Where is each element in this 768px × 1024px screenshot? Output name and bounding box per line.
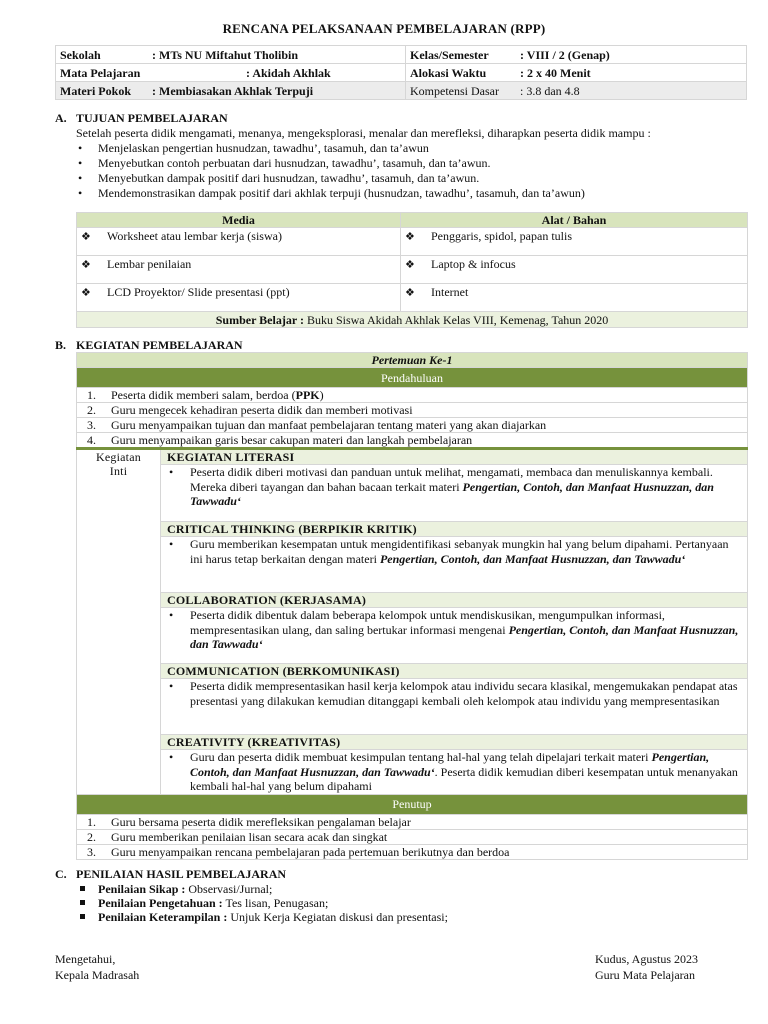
- list-item: Penilaian Pengetahuan : Tes lisan, Penugasan;: [76, 896, 448, 910]
- media-item: Lembar penilaian: [107, 257, 192, 271]
- literasi-title: KEGIATAN LITERASI: [161, 449, 748, 465]
- tujuan-intro: Setelah peserta didik mengamati, menanya, mengeksplorasi, menalar dan merefleksi, diharapkan peserta didik mampu :: [76, 126, 651, 140]
- kd-label: Kompetensi Dasar: [410, 83, 499, 98]
- bullet-icon: •: [169, 608, 174, 622]
- creativity-title: CREATIVITY (KREATIVITAS): [161, 735, 748, 750]
- alokasi-value: : 2 x 40 Menit: [520, 65, 591, 80]
- bullet-icon: •: [78, 141, 83, 155]
- identity-row-2: [56, 64, 747, 82]
- collaboration-title: COLLABORATION (KERJASAMA): [161, 593, 748, 608]
- pendahuluan-header: Pendahuluan: [77, 368, 748, 388]
- penutup-header: Penutup: [77, 794, 748, 814]
- critical-thinking-text: • Guru memberikan kesempatan untuk mengidentifikasi sebanyak mungkin hal yang belum dipahami. Pertanyaan ini harus tetap berkaitan dengan materi Pengertian, Contoh, dan Manfaat Husnuzzan, dan Tawwadu‘: [169, 537, 729, 566]
- tujuan-list: [76, 141, 585, 201]
- table-row: 3. Guru menyampaikan rencana pembelajaran pada pertemuan berikutnya dan berdoa: [77, 844, 748, 859]
- table-row: 3. Guru menyampaikan tujuan dan manfaat pembelajaran tentang materi yang akan diajarkan: [77, 418, 748, 433]
- materi-label: Materi Pokok: [60, 83, 131, 98]
- alat-header: Alat / Bahan: [401, 213, 748, 228]
- section-c-letter: C.: [55, 867, 67, 881]
- penilaian-list: [76, 882, 448, 924]
- section-a-title: TUJUAN PEMBELAJARAN: [76, 111, 228, 125]
- alat-item: Penggaris, spidol, papan tulis: [431, 229, 572, 243]
- sekolah-value: : MTs NU Miftahut Tholibin: [152, 47, 299, 62]
- signature-right: Kudus, Agustus 2023 Guru Mata Pelajaran: [595, 952, 699, 982]
- table-row: 2. Guru mengecek kehadiran peserta didik dan memberi motivasi: [77, 403, 748, 418]
- kelas-value: : VIII / 2 (Genap): [520, 47, 610, 62]
- kelas-label: Kelas/Semester: [410, 47, 489, 62]
- literasi-text: • Peserta didik diberi motivasi dan panduan untuk melihat, mengamati, membaca dan menuliskannya kembali. Mereka diberi tayangan dan bahan bacaan terkait materi Pengertian, Contoh, dan Manfaat Husnuzzan, dan Tawwadu‘: [169, 465, 714, 508]
- collaboration-text: • Peserta didik dibentuk dalam beberapa kelompok untuk mendiskusikan, mengumpulkan informasi, mempresentasikan ulang, dan saling bertukar informasi mengenai Pengertian, Contoh, dan Manfaat Husnuzzan, dan Tawwadu‘: [169, 608, 739, 651]
- list-item: Penilaian Sikap : Observasi/Jurnal;: [76, 882, 448, 896]
- bullet-icon: •: [169, 750, 174, 764]
- list-item: • Mendemonstrasikan dampak positif dari akhlak terpuji (husnudzan, tawadhu’, tasamuh, dan ta’awun): [78, 186, 585, 200]
- list-item: • Menyebutkan contoh perbuatan dari husnudzan, tawadhu’, tasamuh, dan ta’awun.: [78, 156, 491, 170]
- identity-row-1: [56, 46, 747, 64]
- bullet-icon: •: [169, 679, 174, 693]
- diamond-bullet-icon: ❖: [405, 259, 415, 271]
- table-row: 2. Guru memberikan penilaian lisan secara acak dan singkat: [77, 829, 748, 844]
- section-b-title: KEGIATAN PEMBELAJARAN: [76, 338, 243, 352]
- media-item: LCD Proyektor/ Slide presentasi (ppt): [107, 285, 290, 299]
- critical-thinking-title: CRITICAL THINKING (BERPIKIR KRITIK): [161, 522, 748, 537]
- kegiatan-inti-label: Kegiatan Inti: [77, 449, 161, 795]
- bullet-icon: •: [78, 171, 83, 185]
- communication-title: COMMUNICATION (BERKOMUNIKASI): [161, 664, 748, 679]
- section-a-heading: [55, 111, 228, 125]
- diamond-bullet-icon: ❖: [81, 231, 91, 243]
- document-title: RENCANA PELAKSANAAN PEMBELAJARAN (RPP): [222, 21, 546, 36]
- section-c-heading: [55, 867, 286, 881]
- kd-value: : 3.8 dan 4.8: [520, 83, 580, 98]
- media-header: Media: [77, 213, 401, 228]
- identity-table: [55, 45, 747, 100]
- table-row: 1. Guru bersama peserta didik merefleksikan pengalaman belajar: [77, 814, 748, 829]
- creativity-text: • Guru dan peserta didik membuat kesimpulan tentang hal-hal yang telah dipelajari terkait materi Pengertian, Contoh, dan Manfaat Husnuzzan, dan Tawwadu‘. Peserta didik kemudian diberi kesempatan untuk menanyakan kembali hal-hal yang belum dipahami: [169, 750, 738, 793]
- list-item: Penilaian Keterampilan : Unjuk Kerja Kegiatan diskusi dan presentasi;: [76, 910, 448, 924]
- section-a-letter: A.: [55, 111, 67, 125]
- square-bullet-icon: [80, 900, 85, 905]
- table-row: [77, 284, 748, 312]
- identity-row-3: [56, 82, 747, 100]
- sekolah-label: Sekolah: [60, 47, 101, 62]
- section-b-heading: [55, 338, 243, 352]
- source-value: Buku Siswa Akidah Akhlak Kelas VIII, Kemenag, Tahun 2020: [303, 312, 609, 327]
- bullet-icon: •: [169, 465, 174, 479]
- table-row: 1. Peserta didik memberi salam, berdoa (PPK): [77, 388, 748, 403]
- square-bullet-icon: [80, 914, 85, 919]
- diamond-bullet-icon: ❖: [405, 287, 415, 299]
- table-row: 4. Guru menyampaikan garis besar cakupan materi dan langkah pembelajaran: [77, 433, 748, 449]
- bullet-icon: •: [78, 186, 83, 200]
- square-bullet-icon: [80, 886, 85, 891]
- communication-text: • Peserta didik mempresentasikan hasil kerja kelompok atau individu secara klasikal, mengemukakan pendapat atas presentasi yang dilakukan kemudian ditanggapi kembali oleh kelompok atau individu yang mempresentasikan: [169, 679, 738, 708]
- table-row: [77, 256, 748, 284]
- alat-item: Internet: [431, 285, 469, 299]
- meeting-title: Pertemuan Ke-1: [77, 353, 748, 368]
- table-row: [77, 228, 748, 256]
- diamond-bullet-icon: ❖: [81, 259, 91, 271]
- section-c-title: PENILAIAN HASIL PEMBELAJARAN: [76, 867, 287, 881]
- alat-item: Laptop & infocus: [431, 257, 516, 271]
- media-item: Worksheet atau lembar kerja (siswa): [107, 229, 282, 243]
- section-b-letter: B.: [55, 338, 67, 352]
- bullet-icon: •: [169, 537, 174, 551]
- list-item: • Menyebutkan dampak positif dari husnudzan, tawadhu’, tasamuh, dan ta’awun.: [78, 171, 480, 185]
- kegiatan-table: [76, 352, 748, 860]
- mapel-value: : Akidah Akhlak: [246, 65, 331, 80]
- signature-left: Mengetahui, Kepala Madrasah: [55, 952, 140, 982]
- diamond-bullet-icon: ❖: [405, 231, 415, 243]
- materi-value: : Membiasakan Akhlak Terpuji: [152, 83, 314, 98]
- source-label: Sumber Belajar :: [215, 312, 304, 327]
- alokasi-label: Alokasi Waktu: [410, 65, 487, 80]
- diamond-bullet-icon: ❖: [81, 287, 91, 299]
- source-row: [77, 312, 748, 328]
- media-table: [76, 212, 748, 328]
- list-item: • Menjelaskan pengertian husnudzan, tawadhu’, tasamuh, dan ta’awun: [78, 141, 429, 155]
- mapel-label: Mata Pelajaran: [60, 65, 141, 80]
- bullet-icon: •: [78, 156, 83, 170]
